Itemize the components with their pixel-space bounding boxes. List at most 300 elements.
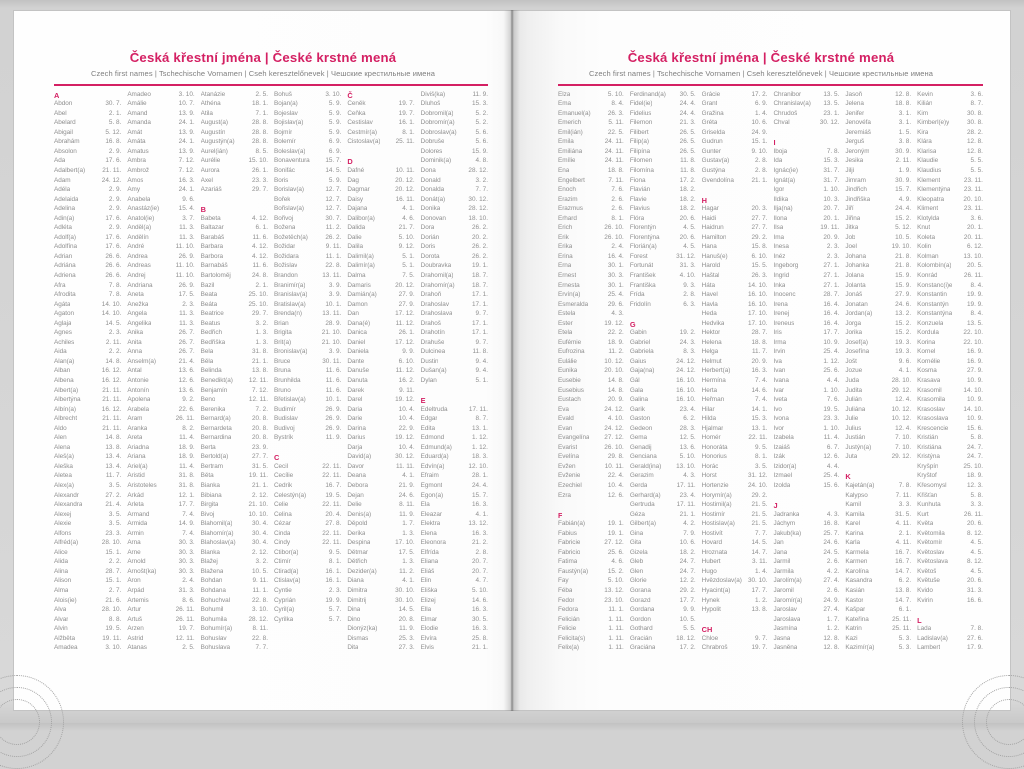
name-entry: [702, 339, 768, 349]
name-entry: [347, 511, 414, 521]
section-letter: [274, 453, 341, 463]
name-entry: [773, 453, 839, 463]
name-entry: [421, 530, 488, 540]
first-name: Fiona: [629, 176, 646, 184]
name-day-date: 18. 1.: [251, 100, 268, 108]
name-day-date: 2. 8.: [683, 291, 696, 299]
first-name: Emanuel(a): [558, 109, 591, 117]
first-name: Jakub(ka): [773, 529, 802, 537]
first-name: Juliána: [845, 405, 866, 413]
first-name: Beno: [200, 396, 216, 404]
name-entry: [558, 320, 624, 330]
name-day-date: 2. 6.: [611, 195, 624, 203]
name-entry: [274, 492, 341, 502]
name-entry: [558, 406, 624, 416]
name-entry: [773, 587, 839, 597]
name-day-date: 4. 5.: [970, 548, 983, 556]
first-name: Elmar: [420, 615, 438, 623]
name-entry: [274, 396, 341, 406]
first-name: Ctislav(a): [273, 577, 301, 585]
name-entry: [773, 425, 839, 435]
name-entry: [421, 482, 488, 492]
first-name: Gerald(ina): [629, 462, 662, 470]
name-day-date: 16. 3.: [471, 606, 488, 614]
first-name: Jimram: [845, 176, 866, 184]
name-day-date: 17. 5.: [398, 548, 415, 556]
name-day-date: 17. 2.: [751, 90, 768, 98]
name-day-date: 23. 3.: [251, 176, 268, 184]
name-day-date: 16. 3.: [471, 501, 488, 509]
first-name: Jerguš: [845, 138, 865, 146]
name-entry: [702, 253, 768, 263]
first-name: Dobroslav(a): [420, 128, 457, 136]
name-entry: [54, 215, 121, 225]
name-day-date: 24. 12.: [604, 424, 624, 432]
first-name: Ema: [558, 100, 571, 108]
name-entry: [845, 367, 911, 377]
name-entry: [845, 415, 911, 425]
name-day-date: 20. 9.: [751, 357, 768, 365]
first-name: Emil(ián): [558, 128, 583, 136]
name-entry: [558, 224, 624, 234]
name-entry: [845, 224, 911, 234]
name-day-date: 27. 4.: [823, 577, 840, 585]
name-entry: [917, 587, 983, 597]
name-day-date: 5. 7.: [328, 615, 342, 623]
first-name: Ctirad(a): [273, 567, 299, 575]
name-day-date: 20. 9.: [823, 233, 840, 241]
name-entry: [917, 396, 983, 406]
name-day-date: 2. 8.: [755, 166, 768, 174]
first-name: Debora: [347, 482, 368, 490]
first-name: Drahomil(a): [420, 271, 454, 279]
name-day-date: 10. 3.: [823, 195, 840, 203]
name-entry: [630, 234, 696, 244]
name-entry: [54, 635, 121, 645]
first-name: Krasomila: [917, 396, 946, 404]
name-day-date: 7. 4.: [755, 377, 768, 384]
name-day-date: 14. 7.: [751, 548, 768, 556]
first-name: Augustýn(a): [200, 138, 235, 146]
name-entry: [917, 320, 983, 330]
name-day-date: 5. 5.: [970, 157, 983, 165]
first-name: Harold: [701, 262, 721, 270]
name-day-date: 18. 2.: [679, 195, 696, 203]
section-letter: [421, 396, 488, 406]
name-entry: [773, 100, 839, 110]
name-day-date: 26. 6.: [105, 252, 122, 260]
name-day-date: 21. 10.: [321, 338, 342, 346]
name-entry: [702, 558, 768, 568]
name-entry: [421, 358, 488, 368]
first-name: Aletea: [54, 472, 72, 480]
name-entry: [421, 434, 488, 444]
name-entry: [274, 387, 341, 397]
name-day-date: 7. 7.: [755, 529, 768, 537]
first-name: Eufrozina: [558, 348, 585, 356]
first-name: Klotylda: [917, 214, 940, 222]
name-entry: [917, 291, 983, 301]
first-name: Genadij: [629, 443, 652, 451]
name-entry: [917, 262, 983, 272]
first-name: Alex(a): [54, 482, 74, 490]
name-day-date: 4. 9.: [898, 195, 912, 203]
first-name: Ladislav(a): [917, 634, 948, 642]
name-entry: [201, 396, 268, 406]
name-entry: [274, 243, 341, 253]
name-day-date: 14. 10.: [747, 281, 768, 289]
name-day-date: 4. 5.: [683, 243, 696, 251]
first-name: Elizej: [420, 596, 436, 604]
name-day-date: 15. 2.: [895, 319, 912, 327]
name-entry: [917, 253, 983, 263]
name-entry: [347, 539, 414, 549]
name-entry: [274, 177, 341, 187]
name-entry: [54, 243, 121, 253]
name-entry: [917, 511, 983, 521]
name-day-date: 14. 8.: [607, 377, 624, 384]
first-name: Filibert: [629, 128, 649, 136]
name-entry: [347, 396, 414, 406]
name-day-date: 24. 4.: [679, 109, 696, 117]
name-entry: [274, 511, 341, 521]
name-entry: [421, 463, 488, 473]
name-day-date: 4. 12.: [251, 214, 268, 222]
first-name: Čistoslav(a): [347, 138, 381, 146]
name-day-date: 28. 7.: [105, 567, 122, 575]
name-entry: [54, 444, 121, 454]
name-day-date: 4. 12.: [251, 243, 268, 251]
name-day-date: 3. 1.: [898, 109, 912, 117]
name-day-date: 19. 9.: [966, 300, 983, 308]
name-entry: [347, 472, 414, 482]
name-day-date: 30. 9.: [895, 147, 912, 155]
name-entry: [702, 549, 768, 559]
first-name: Griselda: [701, 128, 726, 136]
first-name: Ervín(a): [558, 291, 581, 299]
name-day-date: 8. 1.: [611, 214, 624, 222]
name-day-date: 6. 3.: [683, 300, 696, 308]
first-name: Donald: [420, 176, 441, 184]
first-name: Dimitra: [347, 587, 368, 595]
first-name: Evžen: [558, 462, 576, 470]
name-entry: [201, 243, 268, 253]
name-entry: [773, 320, 839, 330]
name-day-date: 21. 11.: [102, 166, 122, 174]
first-name: Adriána: [54, 262, 76, 270]
first-name: Amát: [127, 128, 143, 136]
first-name: Judita: [845, 386, 863, 394]
name-day-date: 21. 9.: [398, 482, 415, 490]
name-day-date: 16. 9.: [966, 357, 983, 365]
name-day-date: 16. 1.: [325, 567, 342, 575]
first-name: Andělín: [127, 233, 149, 241]
first-name: Afrodita: [54, 291, 76, 299]
name-entry: [421, 587, 488, 597]
name-entry: [127, 205, 194, 215]
first-name: Irenej: [773, 310, 790, 318]
first-name: Evarist: [558, 443, 578, 451]
name-entry: [917, 138, 983, 148]
name-entry: [845, 167, 911, 177]
name-day-date: 11. 10.: [175, 271, 195, 279]
first-name: Filipína: [629, 147, 651, 155]
first-name: Inesa: [773, 243, 789, 251]
name-entry: [127, 320, 194, 330]
name-entry: [421, 205, 488, 215]
first-name: Alina: [54, 567, 68, 575]
first-name: Háta: [701, 281, 715, 289]
name-day-date: 21. 5.: [751, 510, 768, 518]
name-day-date: 4. 12.: [251, 252, 268, 260]
name-day-date: 12. 8.: [823, 634, 840, 642]
name-day-date: 22. 4.: [607, 472, 624, 480]
first-name: Erhard: [558, 214, 577, 222]
name-day-date: 14. 10.: [963, 405, 983, 413]
name-entry: [421, 568, 488, 578]
first-name: Květomila: [917, 529, 945, 537]
name-day-date: 13. 8.: [895, 587, 912, 595]
name-entry: [630, 530, 696, 540]
name-entry: [421, 577, 488, 587]
name-day-date: 22. 6.: [178, 405, 195, 413]
name-entry: [630, 444, 696, 454]
name-entry: [558, 339, 624, 349]
name-day-date: 15. 3.: [751, 415, 768, 423]
first-name: Kateřina: [845, 615, 869, 623]
name-day-date: 24. 9.: [823, 596, 840, 604]
name-entry: [917, 348, 983, 358]
name-day-date: 19. 11.: [248, 472, 268, 480]
name-entry: [421, 253, 488, 263]
first-name: Květoslava: [917, 558, 948, 566]
name-entry: [421, 492, 488, 502]
first-name: Felicita(s): [558, 634, 586, 642]
name-entry: [558, 396, 624, 406]
name-day-date: 15. 9.: [471, 147, 488, 155]
first-name: Kamila: [845, 510, 865, 518]
name-entry: [773, 606, 839, 616]
first-name: Kristýna: [917, 453, 940, 461]
first-name: Julie: [845, 415, 859, 423]
name-entry: [630, 482, 696, 492]
first-name: Arkád: [127, 491, 144, 499]
name-entry: [274, 616, 341, 626]
name-entry: [421, 224, 488, 234]
name-day-date: 8. 2.: [182, 424, 195, 432]
name-entry: [201, 91, 268, 101]
name-day-date: 14. 10.: [101, 310, 122, 318]
name-entry: [917, 501, 983, 511]
first-name: Ariana: [127, 453, 146, 461]
first-name: Aram: [127, 415, 143, 423]
name-entry: [917, 148, 983, 158]
name-day-date: 11. 3.: [179, 233, 195, 241]
name-entry: [127, 253, 194, 263]
name-day-date: 7. 12.: [251, 386, 268, 394]
first-name: Estela: [558, 310, 576, 318]
name-entry: [773, 215, 839, 225]
first-name: Bořek: [273, 195, 291, 203]
name-day-date: 2. 8.: [475, 548, 488, 556]
first-name: Evan: [558, 424, 573, 432]
first-name: Ena: [558, 166, 570, 174]
name-day-date: 11. 2.: [325, 224, 342, 232]
name-entry: [630, 453, 696, 463]
name-day-date: 12. 2.: [679, 577, 696, 585]
name-day-date: 26. 11.: [963, 510, 983, 518]
name-day-date: 26. 5.: [679, 147, 696, 155]
first-name: Ariadna: [127, 443, 150, 451]
name-day-date: 20. 1.: [966, 224, 983, 232]
first-name: Dluhoš: [420, 100, 441, 108]
first-name: Bianka: [200, 482, 220, 490]
name-entry: [347, 100, 414, 110]
first-name: Jonáš: [845, 291, 863, 299]
first-name: Ignác(ie): [773, 166, 798, 174]
name-day-date: 13. 6.: [178, 367, 195, 375]
first-name: Amatus: [127, 147, 149, 155]
name-entry: [201, 167, 268, 177]
name-entry: [558, 358, 624, 368]
name-day-date: 2. 6.: [826, 587, 840, 595]
name-day-date: 20. 3.: [751, 205, 768, 213]
first-name: Axel: [200, 176, 213, 184]
first-name: Dagmar: [347, 186, 370, 194]
name-day-date: 8. 11.: [252, 625, 268, 633]
name-entry: [127, 501, 194, 511]
name-entry: [274, 415, 341, 425]
first-name: Dustin: [420, 357, 439, 365]
name-day-date: 13. 4.: [105, 453, 122, 461]
first-name: Kornélie: [917, 357, 941, 365]
first-name: Hjalmar: [701, 424, 724, 432]
name-day-date: 7. 2.: [255, 405, 268, 413]
name-day-date: 6. 9.: [755, 100, 768, 108]
name-day-date: 18. 2.: [679, 186, 696, 194]
name-day-date: 18. 8.: [751, 338, 768, 346]
first-name: Anselm(a): [127, 357, 156, 365]
name-day-date: 11. 8.: [680, 157, 696, 165]
name-day-date: 10. 5.: [679, 615, 696, 623]
first-name: Dětmar: [347, 548, 368, 556]
first-name: Bojeslav: [273, 109, 298, 117]
name-entry: [558, 463, 624, 473]
name-day-date: 3. 9.: [328, 348, 342, 356]
name-entry: [773, 339, 839, 349]
section-letter-label: K: [845, 472, 851, 482]
first-name: Jenifer: [845, 109, 865, 117]
name-day-date: 2. 3.: [108, 329, 122, 337]
name-entry: [917, 425, 983, 435]
name-day-date: 11. 2.: [399, 567, 415, 575]
name-day-date: 24. 7.: [966, 453, 983, 461]
name-day-date: 13. 8.: [105, 443, 122, 451]
name-entry: [274, 520, 341, 530]
first-name: Alvar: [54, 615, 69, 623]
name-entry: [845, 177, 911, 187]
first-name: Bonaventura: [273, 157, 310, 165]
first-name: Jordan(a): [845, 310, 873, 318]
name-day-date: 22. 9.: [398, 424, 415, 432]
name-day-date: 22. 11.: [322, 501, 342, 509]
name-day-date: 2. 11.: [895, 157, 912, 165]
name-entry: [773, 358, 839, 368]
first-name: Erik: [558, 233, 569, 241]
first-name: Dita: [347, 644, 359, 652]
name-entry: [201, 425, 268, 435]
first-name: Konstantin: [917, 291, 947, 299]
name-day-date: 8. 1.: [328, 558, 342, 566]
name-entry: [773, 377, 839, 387]
name-entry: [702, 520, 768, 530]
name-day-date: 7. 1.: [255, 109, 268, 117]
name-day-date: 28. 9.: [325, 319, 342, 327]
name-day-date: 1. 7.: [402, 520, 415, 528]
name-entry: [127, 348, 194, 358]
first-name: Jindřiška: [845, 195, 871, 203]
name-entry: [347, 301, 414, 311]
name-entry: [702, 148, 768, 158]
name-day-date: 4. 7.: [475, 577, 488, 585]
name-day-date: 30. 8.: [966, 109, 983, 117]
first-name: Květoslav: [917, 548, 945, 556]
first-name: Ctimír: [273, 558, 291, 566]
name-day-date: 6. 1.: [255, 224, 268, 232]
name-day-date: 22. 10.: [963, 329, 983, 337]
name-entry: [630, 205, 696, 215]
name-entry: [558, 482, 624, 492]
name-day-date: 5. 11.: [608, 119, 624, 127]
name-entry: [127, 406, 194, 416]
first-name: Amálie: [127, 100, 147, 108]
name-entry: [274, 539, 341, 549]
first-name: Cedrik: [273, 482, 293, 490]
name-day-date: 11. 6.: [325, 377, 342, 384]
name-day-date: 26. 9.: [178, 281, 195, 289]
name-entry: [917, 186, 983, 196]
name-day-date: 19. 5.: [325, 491, 342, 499]
section-letter: [54, 91, 121, 101]
first-name: Beatus: [200, 319, 221, 327]
name-entry: [54, 587, 121, 597]
first-name: Dalie: [347, 233, 362, 241]
name-day-date: 11. 12.: [395, 367, 415, 375]
name-day-date: 11. 4.: [179, 462, 195, 470]
section-letter-label: A: [54, 90, 60, 100]
name-entry: [201, 492, 268, 502]
first-name: Gudrun: [701, 138, 723, 146]
first-name: Gražina: [701, 109, 724, 117]
name-entry: [702, 577, 768, 587]
name-entry: [630, 520, 696, 530]
name-day-date: 26. 5.: [679, 128, 696, 136]
first-name: Benjamín: [200, 386, 228, 394]
name-columns: [14, 91, 512, 654]
name-entry: [421, 215, 488, 225]
first-name: Hortenzie: [701, 482, 729, 490]
name-entry: [421, 644, 488, 654]
name-day-date: 21. 4.: [105, 501, 122, 509]
first-name: Alan(a): [54, 357, 75, 365]
first-name: Adriena: [54, 271, 76, 279]
first-name: Galina: [629, 396, 649, 404]
name-day-date: 27. 6.: [966, 634, 983, 642]
name-day-date: 3. 9.: [328, 291, 342, 299]
first-name: Hroznata: [701, 548, 728, 556]
first-name: Damián(a): [347, 291, 377, 299]
first-name: Donika: [420, 205, 441, 213]
